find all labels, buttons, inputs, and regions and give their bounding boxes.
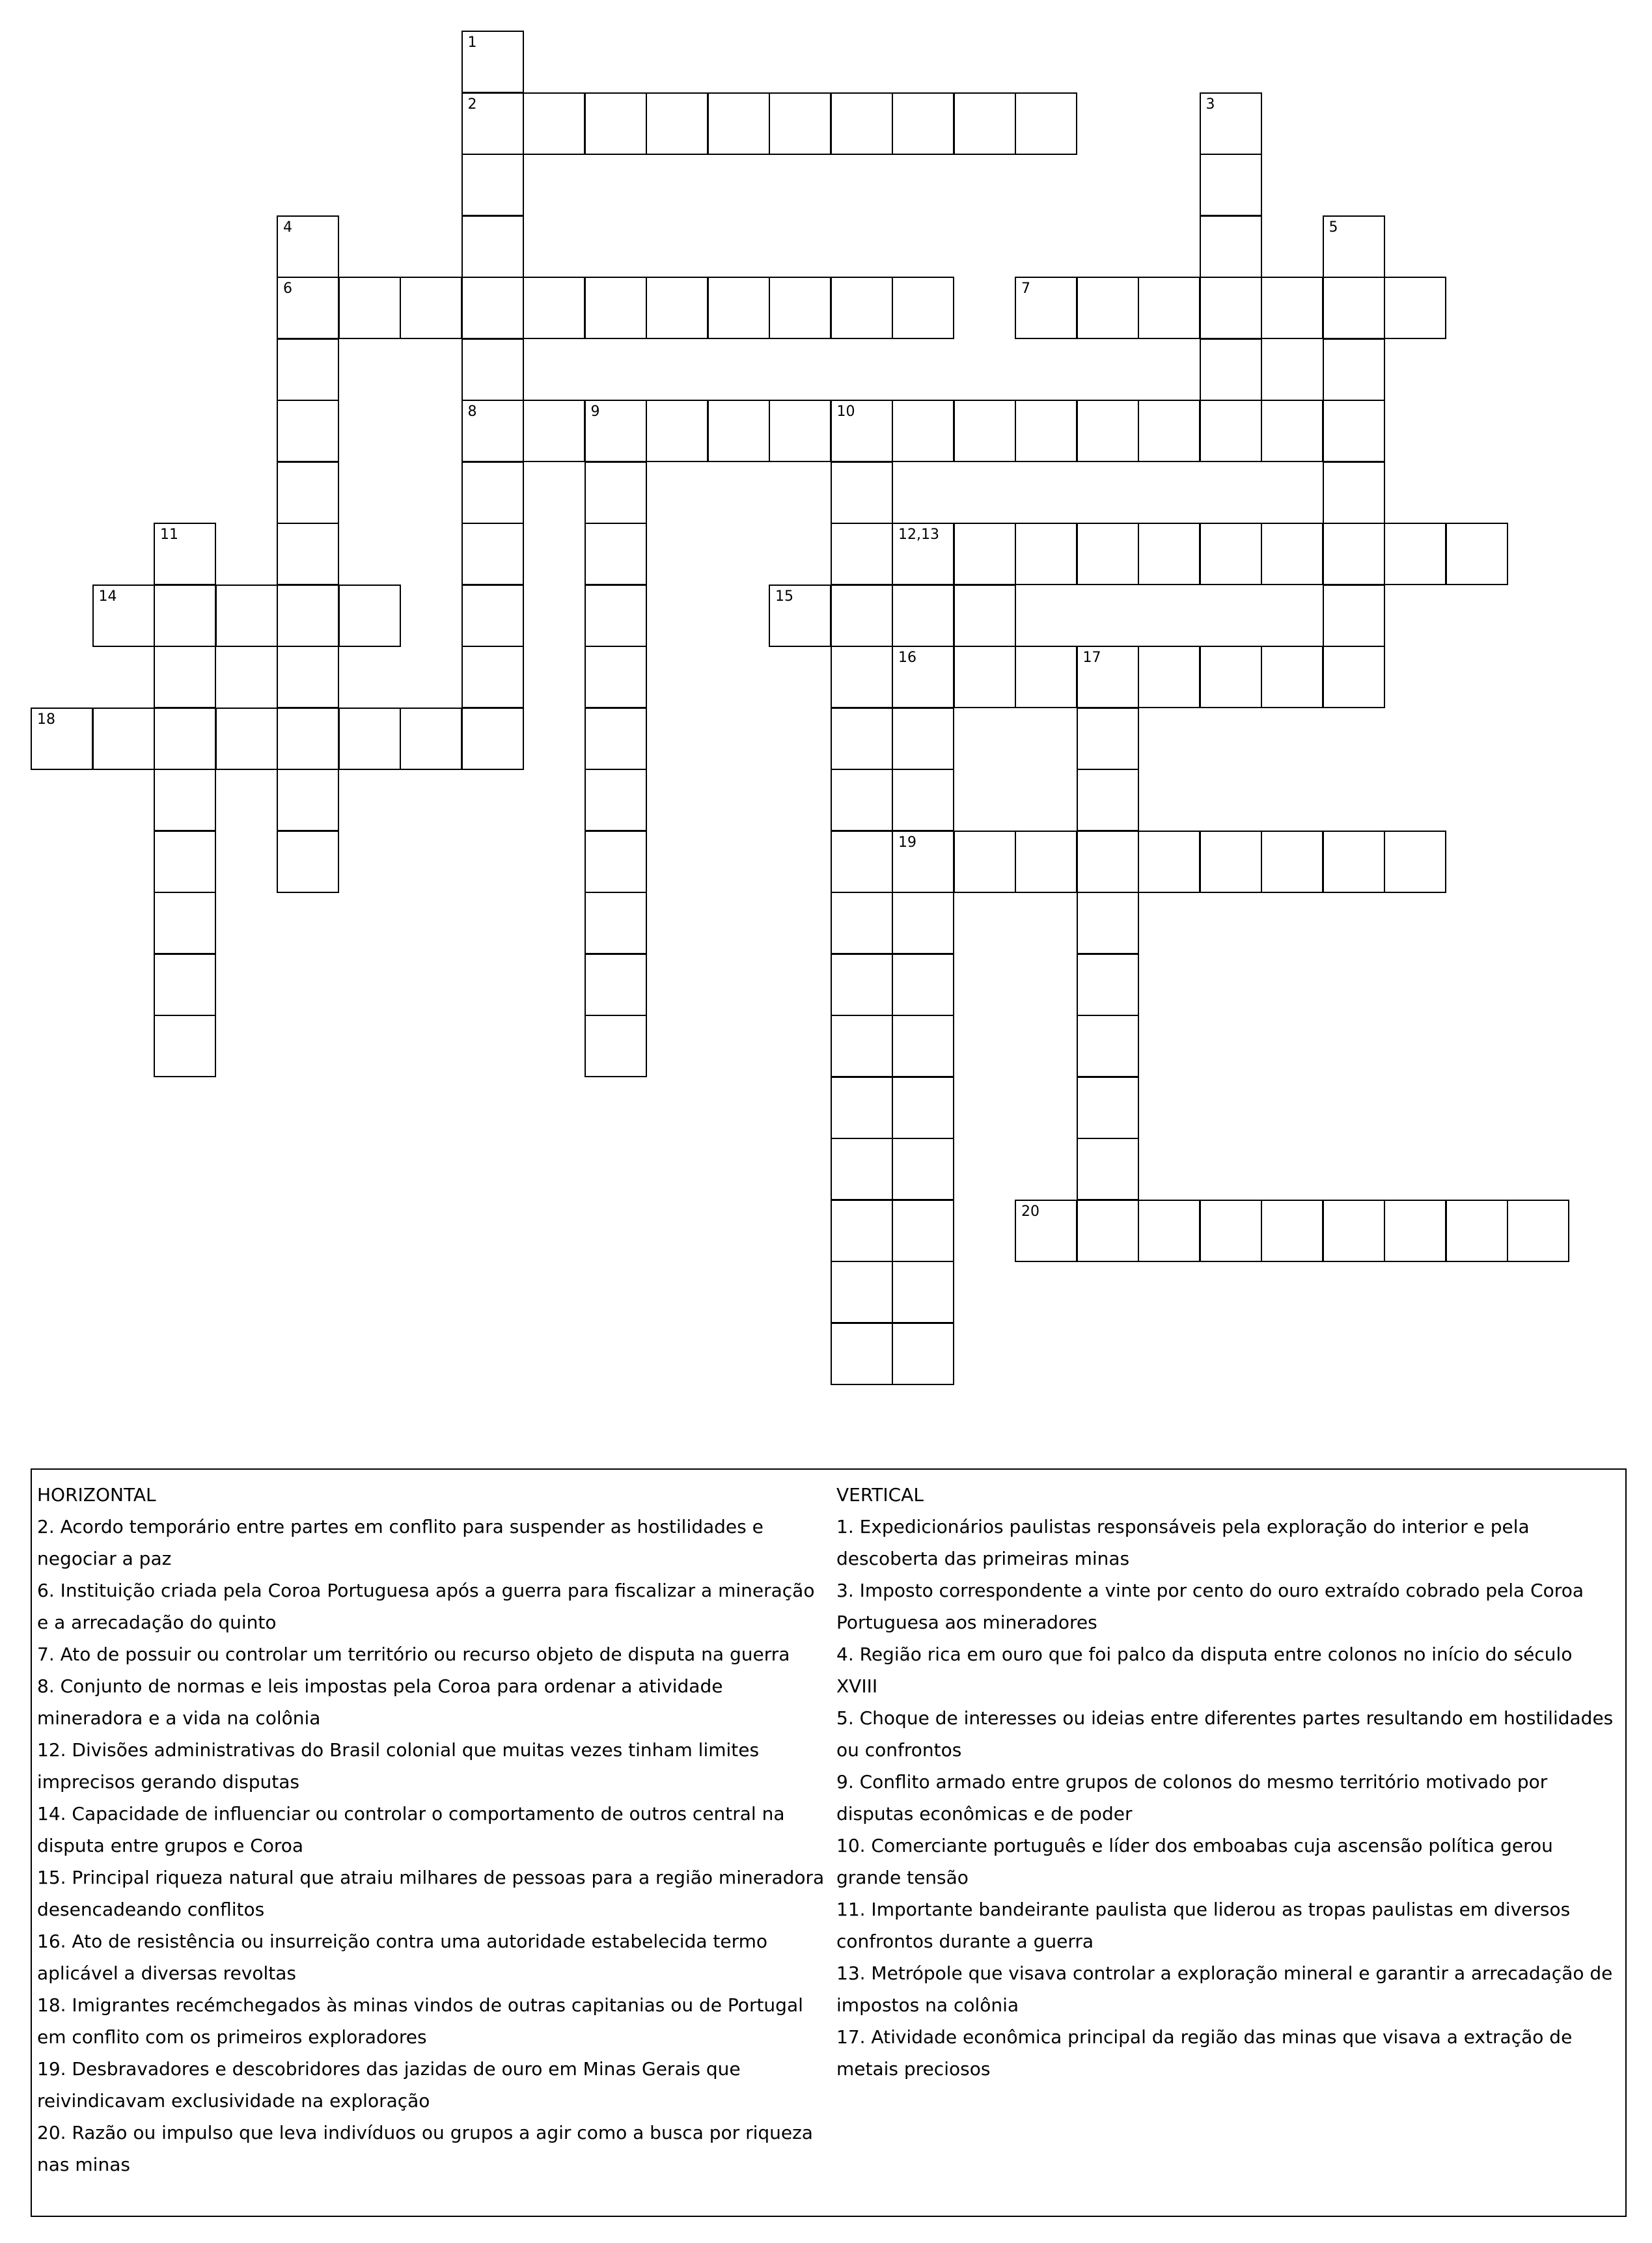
grid-cell[interactable] xyxy=(1261,646,1323,708)
grid-cell[interactable] xyxy=(831,1323,893,1385)
grid-cell[interactable] xyxy=(831,1200,893,1262)
grid-cell[interactable] xyxy=(1384,277,1446,339)
grid-cell[interactable] xyxy=(585,92,647,155)
grid-cell[interactable] xyxy=(892,1261,954,1323)
grid-cell[interactable] xyxy=(831,1138,893,1200)
grid-cell[interactable] xyxy=(892,1323,954,1385)
grid-cell[interactable] xyxy=(1138,646,1200,708)
grid-cell[interactable] xyxy=(1323,523,1385,585)
grid-cell[interactable] xyxy=(1200,1200,1262,1262)
grid-cell[interactable] xyxy=(31,708,93,770)
grid-cell[interactable] xyxy=(277,769,339,831)
clue-number: 11 xyxy=(160,527,178,543)
across-clue: 15. Principal riqueza natural que atraiu milhares de pessoas para a região mineradora desencadeando conflitos xyxy=(37,1867,825,1920)
down-heading: VERTICAL xyxy=(836,1484,924,1506)
grid-cell[interactable] xyxy=(892,954,954,1016)
grid-cell[interactable] xyxy=(831,954,893,1016)
across-clue: 6. Instituição criada pela Coroa Portuguesa após a guerra para fiscalizar a mineração e a arrecadação do quinto xyxy=(37,1580,815,1633)
down-clue: 5. Choque de interesses ou ideias entre diferentes partes resultando em hostilidades ou confrontos xyxy=(836,1707,1614,1761)
grid-cell[interactable] xyxy=(585,277,647,339)
grid-cell[interactable] xyxy=(400,277,462,339)
grid-cell[interactable] xyxy=(1261,277,1323,339)
grid-cell[interactable] xyxy=(1323,338,1385,401)
grid-cell[interactable] xyxy=(1015,523,1077,585)
grid-cell[interactable] xyxy=(1077,1077,1139,1139)
grid-cell[interactable] xyxy=(461,461,524,524)
across-clue: 18. Imigrantes recémchegados às minas vindos de outras capitanias ou de Portugal em conflito com os primeiros exploradores xyxy=(37,1994,803,2048)
grid-cell[interactable] xyxy=(92,585,155,647)
grid-cell[interactable] xyxy=(1015,92,1077,155)
grid-cell[interactable] xyxy=(277,277,339,339)
grid-cell[interactable] xyxy=(646,400,708,462)
clue-number: 4 xyxy=(283,219,292,236)
grid-cell[interactable] xyxy=(892,708,954,770)
across-clues-column xyxy=(37,1479,825,2181)
grid-cell[interactable] xyxy=(831,92,893,155)
grid-cell[interactable] xyxy=(1323,646,1385,708)
grid-cell[interactable] xyxy=(831,1015,893,1077)
grid-cell[interactable] xyxy=(1261,831,1323,893)
grid-cell[interactable] xyxy=(769,92,831,155)
grid-cell[interactable] xyxy=(1200,831,1262,893)
grid-cell[interactable] xyxy=(461,585,524,647)
grid-cell[interactable] xyxy=(1200,154,1262,216)
grid-cell[interactable] xyxy=(708,277,770,339)
grid-cell[interactable] xyxy=(954,831,1016,893)
grid-cell[interactable] xyxy=(1015,400,1077,462)
clue-number: 2 xyxy=(467,96,477,113)
grid-cell[interactable] xyxy=(154,831,216,893)
grid-cell[interactable] xyxy=(585,769,647,831)
clue-number: 14 xyxy=(98,588,117,605)
grid-cell[interactable] xyxy=(769,400,831,462)
grid-cell[interactable] xyxy=(1323,461,1385,524)
grid-cell[interactable] xyxy=(769,585,831,647)
grid-cell[interactable] xyxy=(1138,1200,1200,1262)
clues-box xyxy=(31,1468,1627,2217)
grid-cell[interactable] xyxy=(154,892,216,954)
down-clue: 4. Região rica em ouro que foi palco da disputa entre colonos no início do século XVIII xyxy=(836,1644,1573,1697)
grid-cell[interactable] xyxy=(585,523,647,585)
clue-number: 5 xyxy=(1328,219,1338,236)
grid-cell[interactable] xyxy=(831,585,893,647)
grid-cell[interactable] xyxy=(1323,215,1385,278)
grid-cell[interactable] xyxy=(1077,769,1139,831)
grid-cell[interactable] xyxy=(154,1015,216,1077)
grid-cell[interactable] xyxy=(585,646,647,708)
grid-cell[interactable] xyxy=(892,769,954,831)
grid-cell[interactable] xyxy=(892,277,954,339)
grid-cell[interactable] xyxy=(277,215,339,278)
grid-cell[interactable] xyxy=(338,277,401,339)
grid-cell[interactable] xyxy=(1138,400,1200,462)
grid-cell[interactable] xyxy=(277,461,339,524)
grid-cell[interactable] xyxy=(1323,277,1385,339)
grid-cell[interactable] xyxy=(1323,400,1385,462)
grid-cell[interactable] xyxy=(461,646,524,708)
grid-cell[interactable] xyxy=(523,277,585,339)
grid-cell[interactable] xyxy=(1015,831,1077,893)
across-clue: 2. Acordo temporário entre partes em conflito para suspender as hostilidades e negociar a paz xyxy=(37,1516,764,1569)
grid-cell[interactable] xyxy=(461,338,524,401)
grid-cell[interactable] xyxy=(461,400,524,462)
grid-cell[interactable] xyxy=(154,585,216,647)
grid-cell[interactable] xyxy=(892,92,954,155)
down-clue: 10. Comerciante português e líder dos emboabas cuja ascensão política gerou grande tensão xyxy=(836,1835,1553,1888)
clue-number: 18 xyxy=(37,711,55,728)
grid-cell[interactable] xyxy=(585,708,647,770)
grid-cell[interactable] xyxy=(523,92,585,155)
grid-cell[interactable] xyxy=(892,1138,954,1200)
grid-cell[interactable] xyxy=(954,585,1016,647)
across-clue: 16. Ato de resistência ou insurreição contra uma autoridade estabelecida termo aplicável a diversas revoltas xyxy=(37,1931,768,1984)
grid-cell[interactable] xyxy=(461,277,524,339)
grid-cell[interactable] xyxy=(215,585,278,647)
across-heading: HORIZONTAL xyxy=(37,1484,156,1506)
down-clue: 11. Importante bandeirante paulista que liderou as tropas paulistas em diversos confrontos durante a guerra xyxy=(836,1899,1571,1952)
grid-cell[interactable] xyxy=(154,954,216,1016)
grid-cell[interactable] xyxy=(154,523,216,585)
grid-cell[interactable] xyxy=(954,92,1016,155)
grid-cell[interactable] xyxy=(1446,1200,1508,1262)
grid-cell[interactable] xyxy=(954,523,1016,585)
grid-cell[interactable] xyxy=(277,831,339,893)
grid-cell[interactable] xyxy=(831,1077,893,1139)
grid-cell[interactable] xyxy=(1323,831,1385,893)
grid-cell[interactable] xyxy=(338,585,401,647)
grid-cell[interactable] xyxy=(1077,277,1139,339)
grid-cell[interactable] xyxy=(585,1015,647,1077)
across-clue: 12. Divisões administrativas do Brasil colonial que muitas vezes tinham limites imprecisos gerando disputas xyxy=(37,1739,760,1793)
grid-cell[interactable] xyxy=(831,769,893,831)
grid-cell[interactable] xyxy=(1077,892,1139,954)
clue-number: 6 xyxy=(283,281,292,297)
grid-cell[interactable] xyxy=(831,461,893,524)
down-clue: 1. Expedicionários paulistas responsáveis pela exploração do interior e pela descoberta das primeiras minas xyxy=(836,1516,1530,1569)
grid-cell[interactable] xyxy=(461,154,524,216)
grid-cell[interactable] xyxy=(1077,400,1139,462)
grid-cell[interactable] xyxy=(154,708,216,770)
grid-cell[interactable] xyxy=(154,769,216,831)
grid-cell[interactable] xyxy=(154,646,216,708)
grid-cell[interactable] xyxy=(1261,400,1323,462)
grid-cell[interactable] xyxy=(400,708,462,770)
grid-cell[interactable] xyxy=(1200,523,1262,585)
grid-cell[interactable] xyxy=(277,338,339,401)
grid-cell[interactable] xyxy=(461,215,524,278)
grid-cell[interactable] xyxy=(831,831,893,893)
grid-cell[interactable] xyxy=(1200,400,1262,462)
grid-cell[interactable] xyxy=(585,461,647,524)
grid-cell[interactable] xyxy=(338,708,401,770)
clue-number: 3 xyxy=(1205,96,1215,113)
grid-cell[interactable] xyxy=(1384,1200,1446,1262)
grid-cell[interactable] xyxy=(831,523,893,585)
grid-cell[interactable] xyxy=(1077,646,1139,708)
across-clue: 20. Razão ou impulso que leva indivíduos ou grupos a agir como a busca por riqueza nas minas xyxy=(37,2122,813,2175)
grid-cell[interactable] xyxy=(892,585,954,647)
grid-cell[interactable] xyxy=(892,523,954,585)
grid-cell[interactable] xyxy=(1015,646,1077,708)
grid-cell[interactable] xyxy=(1077,1200,1139,1262)
grid-cell[interactable] xyxy=(1138,277,1200,339)
clue-number: 10 xyxy=(836,404,855,420)
grid-cell[interactable] xyxy=(1261,1200,1323,1262)
grid-cell[interactable] xyxy=(892,1077,954,1139)
grid-cell[interactable] xyxy=(1507,1200,1569,1262)
grid-cell[interactable] xyxy=(831,400,893,462)
clue-number: 15 xyxy=(775,588,793,605)
grid-cell[interactable] xyxy=(585,400,647,462)
grid-cell[interactable] xyxy=(892,892,954,954)
grid-cell[interactable] xyxy=(277,523,339,585)
grid-cell[interactable] xyxy=(461,708,524,770)
grid-cell[interactable] xyxy=(1384,523,1446,585)
grid-cell[interactable] xyxy=(954,646,1016,708)
grid-cell[interactable] xyxy=(831,708,893,770)
grid-cell[interactable] xyxy=(1077,1138,1139,1200)
clue-number: 17 xyxy=(1082,650,1101,666)
grid-cell[interactable] xyxy=(646,92,708,155)
grid-cell[interactable] xyxy=(1077,954,1139,1016)
grid-cell[interactable] xyxy=(1077,708,1139,770)
down-clue: 3. Imposto correspondente a vinte por cento do ouro extraído cobrado pela Coroa Portuguesa aos mineradores xyxy=(836,1580,1584,1633)
grid-cell[interactable] xyxy=(461,31,524,93)
grid-cell[interactable] xyxy=(1200,215,1262,278)
grid-cell[interactable] xyxy=(585,892,647,954)
clue-number: 12,13 xyxy=(898,527,939,543)
across-clue: 19. Desbravadores e descobridores das jazidas de ouro em Minas Gerais que reivindicavam exclusividade na exploração xyxy=(37,2058,741,2112)
clue-number: 7 xyxy=(1021,281,1030,297)
grid-cell[interactable] xyxy=(1200,92,1262,155)
grid-cell[interactable] xyxy=(1200,646,1262,708)
grid-cell[interactable] xyxy=(892,400,954,462)
grid-cell[interactable] xyxy=(892,1200,954,1262)
down-clue: 9. Conflito armado entre grupos de colonos do mesmo território motivado por disputas econômicas e de poder xyxy=(836,1771,1548,1824)
grid-cell[interactable] xyxy=(1077,1015,1139,1077)
clue-number: 8 xyxy=(467,404,477,420)
grid-cell[interactable] xyxy=(831,892,893,954)
grid-cell[interactable] xyxy=(831,277,893,339)
grid-cell[interactable] xyxy=(1261,523,1323,585)
grid-cell[interactable] xyxy=(585,954,647,1016)
grid-cell[interactable] xyxy=(831,1261,893,1323)
clue-number: 9 xyxy=(590,404,600,420)
grid-cell[interactable] xyxy=(523,400,585,462)
grid-cell[interactable] xyxy=(646,277,708,339)
grid-cell[interactable] xyxy=(277,400,339,462)
clue-number: 1 xyxy=(467,34,477,51)
grid-cell[interactable] xyxy=(277,708,339,770)
clue-number: 19 xyxy=(898,834,916,851)
grid-cell[interactable] xyxy=(1077,831,1139,893)
clue-number: 16 xyxy=(898,650,916,666)
grid-cell[interactable] xyxy=(585,585,647,647)
grid-cell[interactable] xyxy=(1200,277,1262,339)
across-clue: 8. Conjunto de normas e leis impostas pela Coroa para ordenar a atividade mineradora e a vida na colônia xyxy=(37,1675,723,1729)
grid-cell[interactable] xyxy=(461,523,524,585)
grid-cell[interactable] xyxy=(277,585,339,647)
down-clue: 17. Atividade econômica principal da região das minas que visava a extração de metais preciosos xyxy=(836,2026,1573,2080)
grid-cell[interactable] xyxy=(892,1015,954,1077)
clue-number: 20 xyxy=(1021,1203,1039,1220)
grid-cell[interactable] xyxy=(461,92,524,155)
grid-cell[interactable] xyxy=(1138,831,1200,893)
grid-cell[interactable] xyxy=(1015,277,1077,339)
grid-cell[interactable] xyxy=(1323,1200,1385,1262)
down-clues-column xyxy=(836,1479,1618,2085)
grid-cell[interactable] xyxy=(1015,1200,1077,1262)
grid-cell[interactable] xyxy=(954,400,1016,462)
grid-cell[interactable] xyxy=(831,646,893,708)
grid-cell[interactable] xyxy=(277,646,339,708)
grid-cell[interactable] xyxy=(1446,523,1508,585)
grid-cell[interactable] xyxy=(892,831,954,893)
across-clue: 7. Ato de possuir ou controlar um território ou recurso objeto de disputa na guerra xyxy=(37,1644,790,1665)
down-clue: 13. Metrópole que visava controlar a exploração mineral e garantir a arrecadação de impostos na colônia xyxy=(836,1962,1613,2016)
grid-cell[interactable] xyxy=(585,831,647,893)
grid-cell[interactable] xyxy=(769,277,831,339)
grid-cell[interactable] xyxy=(92,708,155,770)
grid-cell[interactable] xyxy=(1323,585,1385,647)
grid-cell[interactable] xyxy=(892,646,954,708)
grid-cell[interactable] xyxy=(1077,523,1139,585)
grid-cell[interactable] xyxy=(1200,338,1262,401)
grid-cell[interactable] xyxy=(1138,523,1200,585)
grid-cell[interactable] xyxy=(215,708,278,770)
grid-cell[interactable] xyxy=(708,92,770,155)
grid-cell[interactable] xyxy=(708,400,770,462)
grid-cell[interactable] xyxy=(1384,831,1446,893)
across-clue: 14. Capacidade de influenciar ou controlar o comportamento de outros central na disputa entre grupos e Coroa xyxy=(37,1803,785,1856)
